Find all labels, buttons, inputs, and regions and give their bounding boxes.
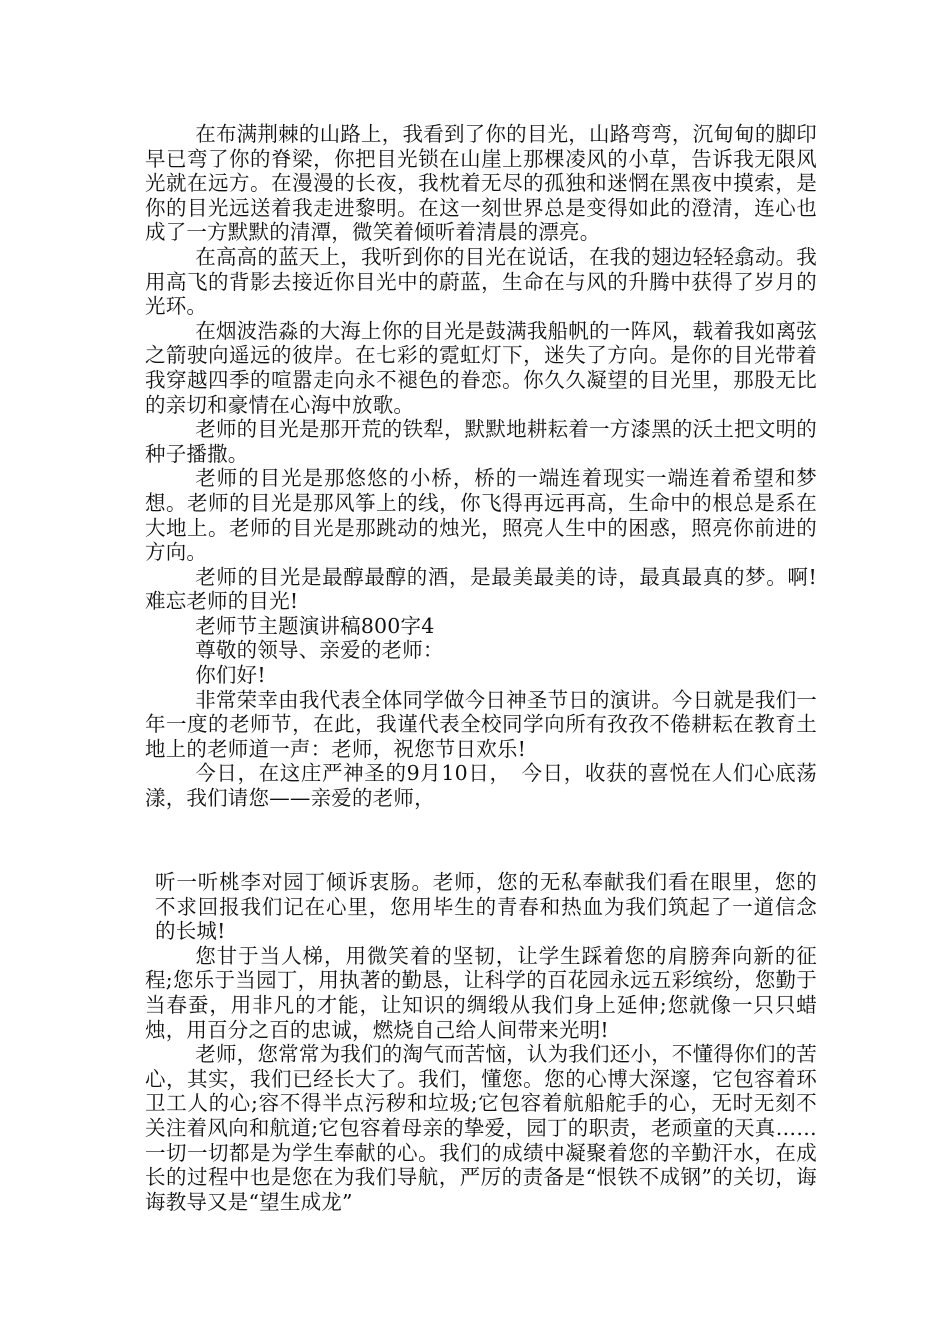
essay-section-upper: [145, 122, 817, 811]
paragraph-plough: 老师的目光是那开荒的铁犁，默默地耕耘着一方漆黑的沃土把文明的种子播撒。: [145, 417, 817, 466]
essay-section-lower: [145, 870, 817, 1214]
speech-title: 老师节主题演讲稿800字4: [195, 613, 435, 638]
paragraph-sea: 在烟波浩淼的大海上你的目光是鼓满我船帆的一阵风，载着我如离弦之箭驶向遥远的彼岸。在七彩的霓虹灯下，迷失了方向。是你的目光带着我穿越四季的喧嚣走向永不褪色的眷恋。你久久凝望的目光里，那股无比的亲切和豪情在心海中放歌。: [145, 318, 817, 417]
paragraph-listen: 听一听桃李对园丁倾诉衷肠。老师，您的无私奉献我们看在眼里，您的不求回报我们记在心里，您用毕生的青春和热血为我们筑起了一道信念的长城!: [155, 870, 817, 944]
speech-greeting: 你们好!: [195, 663, 266, 688]
paragraph-ladder: 您甘于当人梯，用微笑着的坚韧，让学生踩着您的肩膀奔向新的征程;您乐于当园丁，用执著的勤恳，让科学的百花园永远五彩缤纷，您勤于当春蚕，用非凡的才能，让知识的绸缎从我们身上延伸;您就像一只只蜡烛，用百分之百的忠诚，燃烧自己给人间带来光明!: [145, 943, 817, 1042]
paragraph-bridge: 老师的目光是那悠悠的小桥，桥的一端连着现实一端连着希望和梦想。老师的目光是那风筝上的线，你飞得再远再高，生命中的根总是系在大地上。老师的目光是那跳动的烛光，照亮人生中的困惑，照亮你前进的方向。: [145, 466, 817, 565]
paragraph-mischief: 老师，您常常为我们的淘气而苦恼，认为我们还小，不懂得你们的苦心，其实，我们已经长大了。我们，懂您。您的心博大深邃，它包容着环卫工人的心;容不得半点污秽和垃圾;它包容着航船舵手的心，无时无刻不关注着风向和航道;它包容着母亲的挚爱，园丁的职责，老顽童的天真……一切一切都是为学生奉献的心。我们的成绩中凝聚着您的辛勤汗水，在成长的过程中也是您在为我们导航，严厉的责备是“恨铁不成钢”的关切，诲诲教导又是“望生成龙”: [145, 1042, 817, 1214]
paragraph-september: 今日，在这庄严神圣的9月10日， 今日，收获的喜悦在人们心底荡漾，我们请您——亲爱的老师，: [145, 761, 817, 811]
paragraph-wine: 老师的目光是最醇最醇的酒，是最美最美的诗，最真最真的梦。啊!难忘老师的目光!: [145, 564, 817, 614]
speech-salutation: 尊敬的领导、亲爱的老师：: [195, 638, 444, 663]
paragraph-mountain-road: 在布满荆棘的山路上，我看到了你的目光，山路弯弯，沉甸甸的脚印早已弯了你的脊梁，你把目光锁在山崖上那棵凌风的小草，告诉我无限风光就在远方。在漫漫的长夜，我枕着无尽的孤独和迷惘在黑夜中摸索，是你的目光远送着我走进黎明。在这一刻世界总是变得如此的澄清，连心也成了一方默默的清潭，微笑着倾听着清晨的漂亮。: [145, 122, 817, 245]
paragraph-honor: 非常荣幸由我代表全体同学做今日神圣节日的演讲。今日就是我们一年一度的老师节，在此，我谨代表全校同学向所有孜孜不倦耕耘在教育土地上的老师道一声：老师，祝您节日欢乐!: [145, 687, 817, 761]
paragraph-blue-sky: 在高高的蓝天上，我听到你的目光在说话，在我的翅边轻轻翕动。我用高飞的背影去接近你目光中的蔚蓝，生命在与风的升腾中获得了岁月的光环。: [145, 244, 817, 319]
